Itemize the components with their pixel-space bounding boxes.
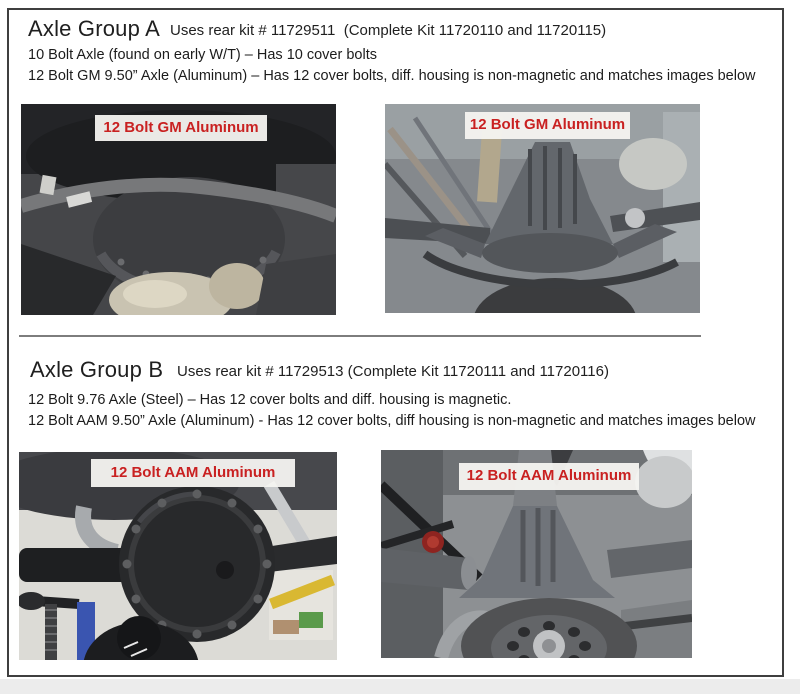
document-page: [7, 8, 784, 677]
photo-label-gm-aluminum-2: 12 Bolt GM Aluminum: [465, 112, 630, 139]
axle-group-b-line-1: 12 Bolt 9.76 Axle (Steel) – Has 12 cover bolts and diff. housing is magnetic.: [28, 392, 512, 408]
axle-group-a-line-1: 10 Bolt Axle (found on early W/T) – Has 10 cover bolts: [28, 47, 377, 63]
photo-label-aam-aluminum-1: 12 Bolt AAM Aluminum: [91, 459, 295, 487]
axle-group-a-line-2: 12 Bolt GM 9.50” Axle (Aluminum) – Has 12 cover bolts, diff. housing is non-magnetic and matches images below: [28, 68, 756, 84]
page-outside-background: [0, 679, 800, 694]
axle-group-a-kit-info: Uses rear kit # 11729511 (Complete Kit 11720110 and 11720115): [170, 22, 607, 39]
photo-gm-aluminum-rear: [385, 104, 700, 313]
axle-group-b-title: Axle Group B: [30, 357, 164, 382]
photo-label-gm-aluminum-1: 12 Bolt GM Aluminum: [95, 115, 267, 141]
photo-label-aam-aluminum-2: 12 Bolt AAM Aluminum: [459, 463, 639, 490]
photo-aam-aluminum-cover: [19, 452, 337, 660]
photo-aam-aluminum-rear: [381, 450, 692, 658]
axle-group-b-kit-info: Uses rear kit # 11729513 (Complete Kit 11720111 and 11720116): [177, 363, 609, 380]
axle-group-a-title: Axle Group A: [28, 16, 161, 41]
section-divider: [19, 335, 701, 337]
axle-group-b-line-2: 12 Bolt AAM 9.50” Axle (Aluminum) - Has 12 cover bolts, diff housing is non-magnetic and matches images below: [28, 413, 756, 429]
photo-gm-aluminum-underside: [21, 104, 336, 315]
